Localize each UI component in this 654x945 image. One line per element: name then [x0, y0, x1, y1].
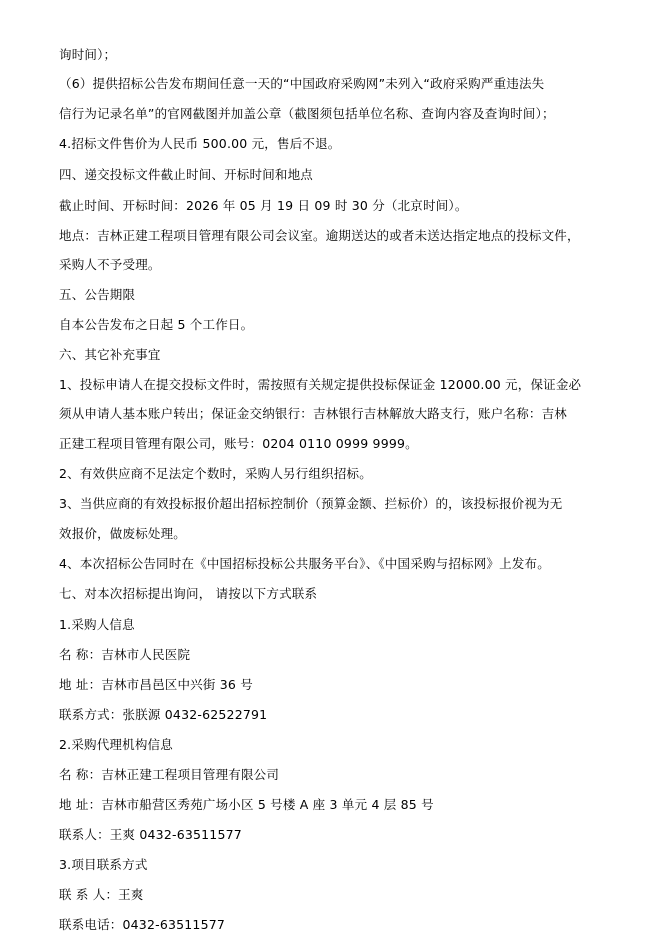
text-line: 采购人不予受理。 [59, 257, 161, 272]
text-line: 信行为记录名单”的官网截图并加盖公章（截图须包括单位名称、查询内容及查询时间）； [59, 106, 555, 121]
text-line: 截止时间、开标时间：2026 年 05 月 19 日 09 时 30 分（北京时间）。 [59, 198, 468, 213]
text-line: 须从申请人基本账户转出；保证金交纳银行：吉林银行吉林解放大路支行，账户名称：吉林 [59, 406, 568, 421]
text-line: 2、有效供应商不足法定个数时，采购人另行组织招标。 [59, 466, 372, 481]
text-line: 3、当供应商的有效投标报价超出招标控制价（预算金额、拦标价）的，该投标报价视为无 [59, 496, 563, 511]
subsection-heading: 1.采购人信息 [59, 617, 135, 632]
section-heading: 四、递交投标文件截止时间、开标时间和地点 [59, 167, 314, 182]
agency-name: 名 称：吉林正建工程项目管理有限公司 [59, 767, 280, 782]
section-heading: 七、对本次招标提出询问， 请按以下方式联系 [59, 586, 318, 601]
text-line: 正建工程项目管理有限公司，账号：0204 0110 0999 9999。 [59, 436, 418, 451]
purchaser-address: 地 址：吉林市昌邑区中兴街 36 号 [59, 677, 253, 692]
purchaser-contact: 联系方式：张朕源 0432-62522791 [59, 707, 268, 722]
section-heading: 五、公告期限 [59, 287, 136, 302]
text-line: 自本公告发布之日起 5 个工作日。 [59, 317, 254, 332]
text-line: 询时间）； [59, 47, 117, 62]
subsection-heading: 2.采购代理机构信息 [59, 737, 173, 752]
text-line: 4、本次招标公告同时在《中国招标投标公共服务平台》、《中国采购与招标网》上发布。 [59, 556, 550, 571]
section-heading: 六、其它补充事宜 [59, 347, 161, 362]
purchaser-name: 名 称：吉林市人民医院 [59, 647, 191, 662]
agency-address: 地 址：吉林市船营区秀苑广场小区 5 号楼 A 座 3 单元 4 层 85 号 [59, 797, 434, 812]
text-line: 4.招标文件售价为人民币 500.00 元，售后不退。 [59, 136, 341, 151]
subsection-heading: 3.项目联系方式 [59, 857, 148, 872]
text-line: （6）提供招标公告发布期间任意一天的“中国政府采购网”未列入“政府采购严重违法失 [59, 76, 545, 91]
project-contact-phone: 联系电话：0432-63511577 [59, 917, 226, 932]
agency-contact: 联系人：王爽 0432-63511577 [59, 827, 242, 842]
project-contact-person: 联 系 人：王爽 [59, 887, 144, 902]
text-line: 效报价，做废标处理。 [59, 526, 187, 541]
text-line: 地点：吉林正建工程项目管理有限公司会议室。逾期送达的或者未送达指定地点的投标文件， [59, 228, 580, 243]
text-line: 1、投标申请人在提交投标文件时，需按照有关规定提供投标保证金 12000.00 元，保证金必 [59, 377, 582, 392]
